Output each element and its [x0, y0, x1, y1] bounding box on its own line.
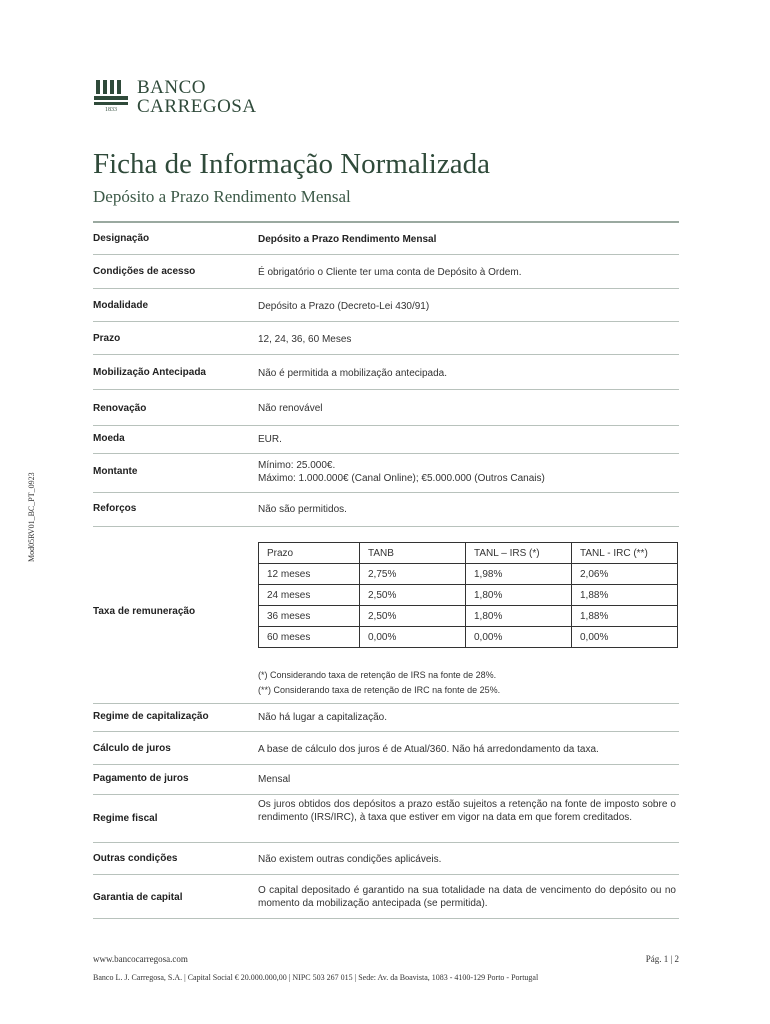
page-number: Pág. 1 | 2 [645, 954, 679, 964]
row-garantia-capital [93, 875, 679, 919]
rates-table-header [259, 543, 678, 564]
row-montante [93, 454, 679, 493]
row-value [258, 459, 545, 485]
row-modalidade [93, 289, 679, 322]
row-label: Montante [93, 466, 138, 477]
cell-tanl-irc: 2,06% [572, 564, 678, 585]
cell-tanl-irs: 1,80% [466, 606, 572, 627]
row-regime-capitalizacao [93, 704, 679, 732]
logo-year: 1833 [105, 107, 117, 113]
row-value: Não são permitidos. [258, 504, 347, 515]
row-label: Modalidade [93, 300, 149, 311]
header-tanb: TANB [360, 543, 466, 564]
note-irs: (*) Considerando taxa de retenção de IRS na fonte de 28%. [258, 670, 497, 680]
cell-prazo: 12 meses [259, 564, 360, 585]
website-link[interactable]: www.bancocarregosa.com [93, 954, 188, 964]
row-regime-fiscal [93, 795, 679, 843]
row-label: Prazo [93, 333, 121, 344]
montante-maximo: Máximo: 1.000.000€ (Canal Online); €5.000.000 (Outros Canais) [258, 473, 545, 484]
row-label: Cálculo de juros [93, 743, 171, 754]
cell-prazo: 24 meses [259, 585, 360, 606]
row-value: Depósito a Prazo (Decreto-Lei 430/91) [258, 301, 430, 312]
row-label: Pagamento de juros [93, 773, 189, 784]
row-label: Outras condições [93, 853, 178, 864]
header-tanl-irs: TANL – IRS (*) [466, 543, 572, 564]
row-value: Não é permitida a mobilização antecipada. [258, 368, 447, 379]
bank-logo [94, 78, 294, 120]
header-tanl-irc: TANL - IRC (**) [572, 543, 678, 564]
cell-tanb: 2,50% [360, 585, 466, 606]
row-calculo-juros [93, 732, 679, 765]
cell-prazo: 36 meses [259, 606, 360, 627]
header-prazo: Prazo [259, 543, 360, 564]
rates-table [258, 542, 678, 648]
row-value: Mensal [258, 774, 291, 785]
row-label: Condições de acesso [93, 266, 196, 277]
row-value: EUR. [258, 434, 282, 445]
row-designacao [93, 223, 679, 255]
montante-minimo: Mínimo: 25.000€. [258, 460, 336, 471]
row-pagamento-juros [93, 765, 679, 795]
page-title: Ficha de Informação Normalizada [93, 148, 490, 180]
row-value: Os juros obtidos dos depósitos a prazo estão sujeitos a retenção na fonte de imposto sobre o rendimento (IRS/IRC), à taxa que estiver em vigor na data em que forem creditados. [258, 799, 676, 823]
row-label: Moeda [93, 433, 125, 444]
row-value: O capital depositado é garantido na sua totalidade na data de vencimento do depósito ou no momento da mobilização antecipada (se permitida). [258, 885, 676, 909]
row-value: É obrigatório o Cliente ter uma conta de Depósito à Ordem. [258, 267, 522, 278]
cell-tanl-irc: 0,00% [572, 627, 678, 648]
row-condicoes-acesso [93, 255, 679, 289]
row-value: Não renovável [258, 403, 323, 414]
page-subtitle: Depósito a Prazo Rendimento Mensal [93, 187, 351, 206]
row-outras-condicoes [93, 843, 679, 875]
cell-prazo: 60 meses [259, 627, 360, 648]
row-value: Depósito a Prazo Rendimento Mensal [258, 234, 437, 245]
document-code-text: Mod05RV01_BC_PT_0923 [27, 472, 36, 562]
row-value: Não há lugar a capitalização. [258, 712, 387, 723]
row-label: Designação [93, 233, 150, 244]
table-row [259, 585, 678, 606]
document-code [27, 462, 39, 562]
rate-notes [258, 668, 500, 698]
row-label: Garantia de capital [93, 892, 183, 903]
cell-tanb: 2,75% [360, 564, 466, 585]
cell-tanl-irc: 1,88% [572, 585, 678, 606]
row-label: Taxa de remuneração [93, 606, 196, 617]
row-renovacao [93, 390, 679, 426]
table-row [259, 627, 678, 648]
row-mobilizacao-antecipada [93, 355, 679, 390]
note-irc: (**) Considerando taxa de retenção de IRC na fonte de 25%. [258, 685, 501, 695]
table-row [259, 564, 678, 585]
row-label: Regime fiscal [93, 813, 158, 824]
row-reforcos [93, 493, 679, 527]
row-value: A base de cálculo dos juros é de Atual/360. Não há arredondamento da taxa. [258, 744, 599, 755]
logo-name [137, 78, 257, 116]
row-label: Renovação [93, 403, 147, 414]
row-value: 12, 24, 36, 60 Meses [258, 334, 352, 345]
cell-tanl-irc: 1,88% [572, 606, 678, 627]
cell-tanb: 0,00% [360, 627, 466, 648]
table-row [259, 606, 678, 627]
bank-columns-icon [94, 78, 128, 118]
cell-tanl-irs: 0,00% [466, 627, 572, 648]
logo-line1: BANCO [137, 77, 207, 98]
cell-tanb: 2,50% [360, 606, 466, 627]
row-label: Regime de capitalização [93, 711, 209, 722]
row-moeda [93, 426, 679, 454]
cell-tanl-irs: 1,98% [466, 564, 572, 585]
row-value: Não existem outras condições aplicáveis. [258, 854, 442, 865]
cell-tanl-irs: 1,80% [466, 585, 572, 606]
logo-line2: CARREGOSA [137, 96, 257, 117]
row-label: Mobilização Antecipada [93, 367, 206, 378]
legal-footer: Banco L. J. Carregosa, S.A. | Capital Social € 20.000.000,00 | NIPC 503 267 015 | Sede: Av. da Boavista, 1083 - 4100-129 Porto - Portugal [93, 973, 539, 982]
row-prazo [93, 322, 679, 355]
row-label: Reforços [93, 503, 137, 514]
